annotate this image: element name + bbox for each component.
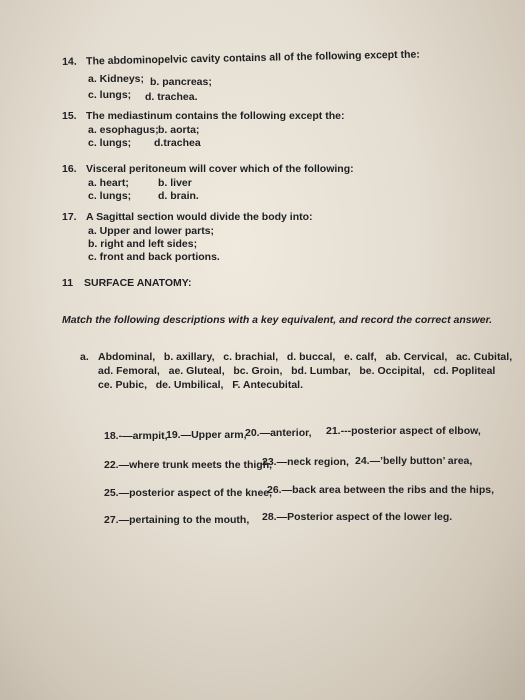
match-item-21: 21.---posterior aspect of elbow,	[326, 425, 481, 437]
key-letter: a.	[80, 351, 89, 363]
option: c. front and back portions.	[88, 251, 220, 263]
key-line: Abdominal, b. axillary, c. brachial, d. buccal, e. calf, ab. Cervical, ac. Cubital,	[98, 351, 513, 363]
instruction-text: Match the following descriptions with a key equivalent, and record the correct answer.	[62, 314, 493, 326]
option: c. lungs;	[88, 137, 132, 149]
option: a. Upper and lower parts;	[88, 225, 215, 237]
option: a. heart;	[88, 177, 129, 189]
question-17	[62, 211, 313, 224]
question-text: Visceral peritoneum will cover which of the following:	[86, 163, 354, 175]
key-line: ad. Femoral, ae. Gluteal, bc. Groin, bd. Lumbar, be. Occipital, cd. Popliteal	[98, 365, 496, 377]
section-number: 11	[62, 277, 74, 289]
match-item-28: 28.—Posterior aspect of the lower leg.	[262, 511, 453, 523]
answer-key	[80, 350, 512, 364]
option: d. trachea.	[145, 91, 198, 103]
question-text: A Sagittal section would divide the body into:	[86, 211, 313, 223]
section-title: SURFACE ANATOMY:	[84, 277, 192, 289]
question-text: The abdominopelvic cavity contains all of the following except the:	[85, 48, 420, 68]
option: c. lungs;	[88, 190, 132, 202]
option: b. pancreas;	[150, 76, 212, 88]
question-text: The mediastinum contains the following except the:	[86, 110, 345, 122]
match-item-25: 25.—posterior aspect of the knee,	[104, 487, 273, 499]
match-item-27: 27.—pertaining to the mouth,	[104, 514, 250, 526]
match-item-23: 23.—neck region,	[262, 456, 349, 468]
option: b. aorta;	[158, 124, 200, 136]
option: b. right and left sides;	[88, 238, 198, 250]
option: a. esophagus;	[88, 124, 159, 136]
option: b. liver	[158, 177, 192, 189]
question-number: 15.	[62, 110, 77, 122]
option: d.trachea	[154, 137, 201, 149]
question-14	[62, 49, 420, 69]
option: c. lungs;	[88, 89, 132, 101]
match-item-19: 19.—Upper arm,	[166, 429, 247, 441]
match-item-20: 20.—anterior,	[245, 427, 312, 439]
match-item-18: 18.-—armpit,	[104, 430, 168, 442]
match-item-22: 22.—where trunk meets the thigh,	[104, 459, 273, 471]
option: a. Kidneys;	[88, 73, 145, 85]
question-15	[62, 110, 344, 123]
question-number: 17.	[62, 211, 77, 223]
match-item-24: 24.—’belly button’ area,	[355, 455, 473, 467]
question-number: 14.	[62, 55, 77, 68]
question-number: 16.	[62, 163, 77, 175]
question-16	[62, 163, 354, 176]
match-item-26: 26.—back area between the ribs and the hips,	[267, 484, 494, 496]
option: d. brain.	[158, 190, 199, 202]
section-heading	[62, 277, 192, 289]
key-line: ce. Pubic, de. Umbilical, F. Antecubital.	[98, 379, 303, 391]
